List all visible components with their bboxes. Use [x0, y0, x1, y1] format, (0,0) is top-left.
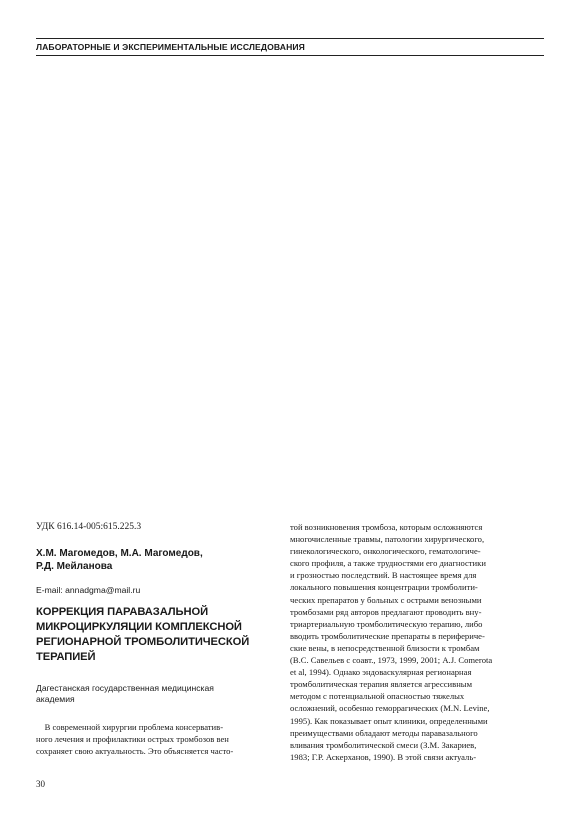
- body-line: вводить тромболитические препараты в перифериче-: [290, 630, 485, 641]
- header-rule-top: [36, 38, 544, 39]
- body-text-right: [290, 521, 544, 763]
- body-line: триартериальную тромболитическую терапию, либо: [290, 618, 483, 629]
- body-line: et al, 1994). Однако эндоваскулярная регионарная: [290, 667, 472, 678]
- title-line: РЕГИОНАРНОЙ ТРОМБОЛИТИЧЕСКОЙ: [36, 636, 250, 648]
- body-line: (В.С. Савельев с соавт., 1973, 1999, 2001; A.J. Comerota: [290, 655, 493, 666]
- body-line: локального повышения концентрации тромболити-: [290, 582, 478, 593]
- body-line: ческих препаратов у больных с острыми венозными: [290, 594, 482, 605]
- left-column: [36, 521, 268, 757]
- body-line: ские вены, в непосредственной близости к тромбам: [290, 642, 480, 653]
- affiliation: [36, 683, 268, 705]
- body-line: многочисленные травмы, патологии хирургического,: [290, 534, 485, 545]
- section-header: ЛАБОРАТОРНЫЕ И ЭКСПЕРИМЕНТАЛЬНЫЕ ИССЛЕДОВАНИЯ: [36, 42, 305, 52]
- page-number: 30: [36, 779, 45, 789]
- title-line: МИКРОЦИРКУЛЯЦИИ КОМПЛЕКСНОЙ: [36, 621, 242, 633]
- authors-line: Х.М. Магомедов, М.А. Магомедов,: [36, 548, 203, 559]
- body-line: и грозностью последствий. В настоящее время для: [290, 570, 477, 581]
- author-email: E-mail: annadgma@mail.ru: [36, 585, 141, 595]
- body-line: преимуществами обладают методы паравазального: [290, 727, 478, 738]
- body-line: осложнений, особенно геморрагических (M.N. Levine,: [290, 703, 490, 714]
- authors: [36, 547, 268, 573]
- udk-code: УДК 616.14-005:615.225.3: [36, 522, 142, 532]
- body-line: тромболитическая терапия является агрессивным: [290, 679, 473, 690]
- title-line: КОРРЕКЦИЯ ПАРАВАЗАЛЬНОЙ: [36, 606, 209, 618]
- body-line: В современной хирургии проблема консерватив-: [36, 722, 224, 732]
- body-line: ного лечения и профилактики острых тромбозов вен: [36, 734, 229, 744]
- body-line: тромбозами ряд авторов предлагают проводить вну-: [290, 606, 482, 617]
- title-line: ТЕРАПИЕЙ: [36, 651, 96, 663]
- affiliation-line: Дагестанская государственная медицинская: [36, 683, 214, 693]
- body-line: вливания тромболитической смеси (З.М. Закариев,: [290, 739, 477, 750]
- body-line: сохраняет свою актуальность. Это объясняется часто-: [36, 746, 234, 756]
- right-column: [290, 521, 544, 763]
- body-line: ского профиля, а также трудностями его диагностики: [290, 558, 486, 569]
- body-line: той возникновения тромбоза, которым осложняются: [290, 522, 483, 532]
- article-title: [36, 605, 268, 665]
- body-line: методом с потенциальной опасностью тяжелых: [290, 691, 465, 702]
- body-line: 1983; Г.Р. Аскерханов, 1990). В этой связи актуаль-: [290, 751, 477, 762]
- body-line: 1995). Как показывает опыт клиники, определенными: [290, 715, 488, 726]
- body-text-left: [36, 721, 268, 757]
- authors-line: Р.Д. Мейланова: [36, 561, 113, 572]
- affiliation-line: академия: [36, 694, 75, 704]
- body-line: гинекологического, онкологического, гематологиче-: [290, 546, 481, 557]
- header-rule-bottom: [36, 55, 544, 56]
